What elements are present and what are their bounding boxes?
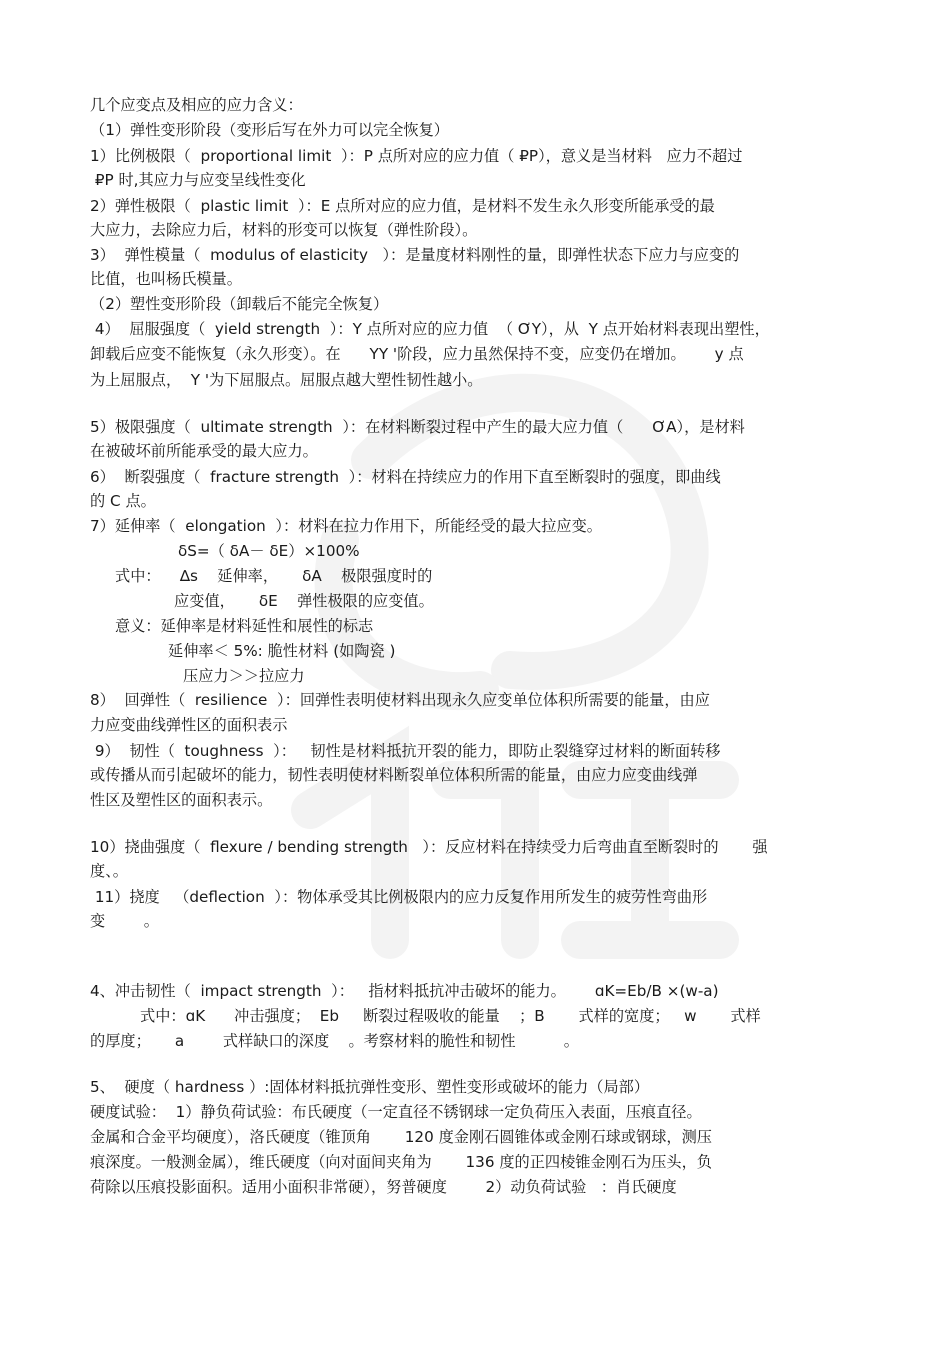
- text-line: 11）挠度 （deflection ）：物体承受其比例极限内的应力反复作用所发生的疲劳性弯曲形: [90, 888, 708, 906]
- text-line: 在被破坏前所能承受的最大应力。: [90, 442, 318, 460]
- text-line: 变 。: [90, 912, 159, 930]
- text-line: 为上屈服点， Y '为下屈服点。屈服点越大塑性韧性越小。: [90, 371, 483, 389]
- text-line: 或传播从而引起破坏的能力，韧性表明使材料断裂单位体积所需的能量，由应力应变曲线弹: [90, 766, 698, 784]
- text-line: 应变值， δE 弹性极限的应变值。: [174, 592, 434, 610]
- text-line: 7）延伸率（ elongation ）：材料在拉力作用下，所能经受的最大拉应变。: [90, 517, 602, 535]
- text-line: 8） 回弹性（ resilience ）：回弹性表明使材料出现永久应变单位体积所需要的能量，由应: [90, 691, 710, 709]
- text-line: 意义：延伸率是材料延性和展性的标志: [115, 617, 374, 635]
- text-line: 5）极限强度（ ultimate strength ）：在材料断裂过程中产生的最大应力值（ ƠA），是材料: [90, 418, 745, 436]
- text-line: 力应变曲线弹性区的面积表示: [90, 716, 288, 734]
- text-line: ₽P 时,其应力与应变呈线性变化: [90, 171, 306, 189]
- text-line: 压应力＞＞拉应力: [183, 667, 305, 685]
- text-line: 10）挠曲强度（ flexure / bending strength ）：反应材料在持续受力后弯曲直至断裂时的 强: [90, 838, 768, 856]
- intro-line: 几个应变点及相应的应力含义：: [90, 96, 303, 114]
- text-line: 4） 屈服强度（ yield strength ）：Y 点所对应的应力值 （ ƠY），从 Y 点开始材料表现出塑性，: [90, 320, 770, 338]
- section-heading-elastic: （1）弹性变形阶段（变形后写在外力可以完全恢复）: [90, 121, 449, 139]
- text-line: 式中：ɑK 冲击强度； Eb 断裂过程吸收的能量 ；B 式样的宽度； w 式样: [140, 1007, 761, 1025]
- text-line: 卸载后应变不能恢复（永久形变）。在 YY '阶段，应力虽然保持不变，应变仍在增加。 y 点: [90, 345, 744, 363]
- text-line: 9） 韧性（ toughness ）： 韧性是材料抵抗开裂的能力，即防止裂缝穿过材料的断面转移: [90, 742, 721, 760]
- text-line: 性区及塑性区的面积表示。: [90, 791, 273, 809]
- text-line: 痕深度。一般测金属），维氏硬度（向对面间夹角为 136 度的正四棱锥金刚石为压头，负: [90, 1153, 712, 1171]
- text-line: 度、。: [90, 862, 128, 880]
- text-line: 5、 硬度（ hardness ）:固体材料抵抗弹性变形、塑性变形或破坏的能力（局部）: [90, 1078, 650, 1096]
- text-line: 6） 断裂强度（ fracture strength ）：材料在持续应力的作用下直至断裂时的强度，即曲线: [90, 468, 721, 486]
- text-line: 1）比例极限（ proportional limit ）：P 点所对应的应力值（ ₽P），意义是当材料 应力不超过: [90, 147, 743, 165]
- text-line: 式中： ∆s 延伸率， δA 极限强度时的: [115, 567, 433, 585]
- text-line: 4、冲击韧性（ impact strength ）： 指材料抵抗冲击破坏的能力。 ɑK=Eb/B ×(w-a): [90, 982, 719, 1000]
- section-heading-plastic: （2）塑性变形阶段（卸载后不能完全恢复）: [90, 295, 389, 313]
- text-line: 的 C 点。: [90, 492, 156, 510]
- text-line: 大应力，去除应力后，材料的形变可以恢复（弹性阶段）。: [90, 221, 478, 239]
- text-line: 的厚度； a 式样缺口的深度 。考察材料的脆性和韧性 。: [90, 1032, 579, 1050]
- text-line: 比值，也叫杨氏模量。: [90, 270, 242, 288]
- text-line: 延伸率＜ 5%: 脆性材料 (如陶瓷 ): [168, 642, 396, 660]
- text-line: 3） 弹性模量（ modulus of elasticity ）：是量度材料刚性的量，即弹性状态下应力与应变的: [90, 246, 740, 264]
- text-line: 金属和合金平均硬度），洛氏硬度（锥顶角 120 度金刚石圆锥体或金刚石球或钢球，测压: [90, 1128, 712, 1146]
- formula-line: δS=（ δA－ δE）×100%: [178, 542, 360, 560]
- text-line: 硬度试验： 1）静负荷试验：布氏硬度（一定直径不锈钢球一定负荷压入表面，压痕直径。: [90, 1103, 702, 1121]
- text-line: 2）弹性极限（ plastic limit ）：E 点所对应的应力值，是材料不发生永久形变所能承受的最: [90, 197, 715, 215]
- text-line: 荷除以压痕投影面积。适用小面积非常硬），努普硬度 2）动负荷试验 ：肖氏硬度: [90, 1178, 677, 1196]
